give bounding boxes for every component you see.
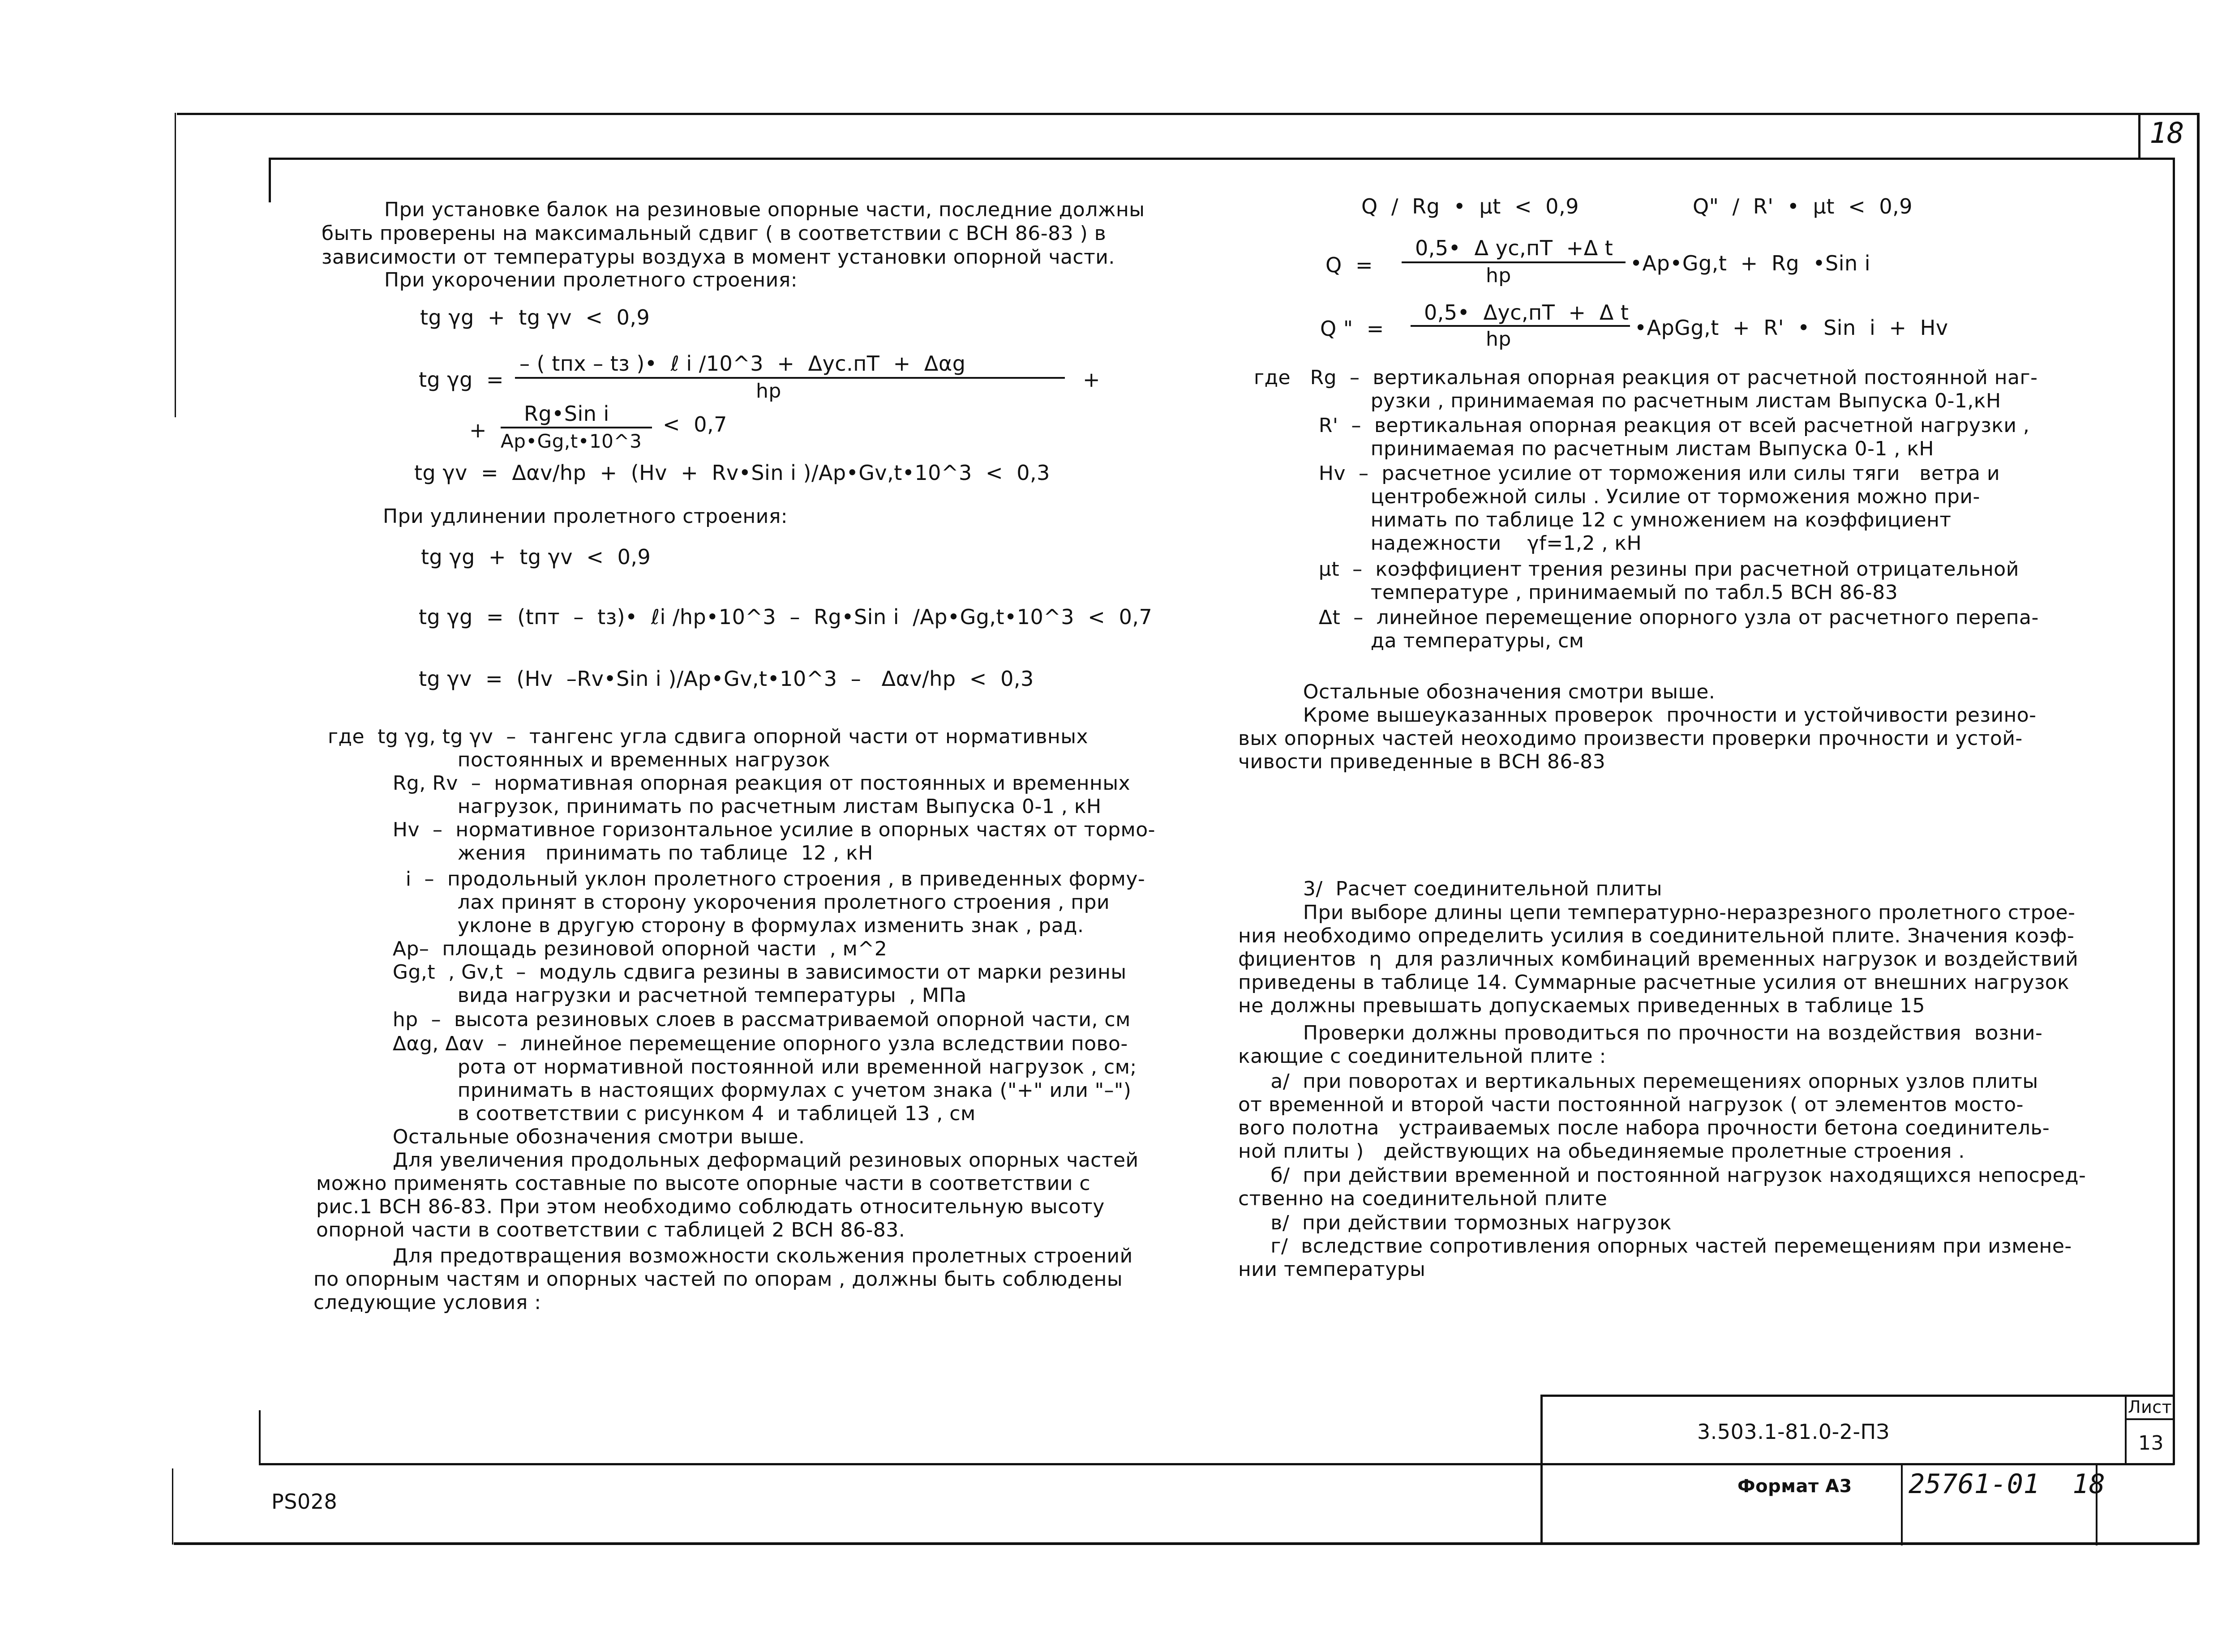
def-line: Gg,t , Gv,t – модуль сдвига резины в зависимости от марки резины <box>328 961 1127 984</box>
intro-line: быть проверены на максимальный сдвиг ( в соответствии с ВСН 86-83 ) в <box>322 222 1107 245</box>
def-line: следующие условия : <box>313 1291 541 1314</box>
fraction-bar <box>501 427 652 428</box>
def-line: R' – вертикальная опорная реакция от всей расчетной нагрузки , <box>1254 414 2030 437</box>
def-line: i – продольный уклон пролетного строения , в приведенных форму- <box>328 868 1145 890</box>
section-line: ственно на соединительной плите <box>1238 1187 1608 1210</box>
section-heading: 3/ Расчет соединительной плиты <box>1238 877 1662 900</box>
section-line: фициентов η для различных комбинаций временных нагрузок и воздействий <box>1238 948 2079 971</box>
def-line: Rg, Rv – нормативная опорная реакция от постоянных и временных <box>328 772 1131 795</box>
section-line: ной плиты ) действующих на обьединяемые пролетные строения . <box>1238 1140 1965 1163</box>
section-line: в/ при действии тормозных нагрузок <box>1238 1211 1672 1234</box>
leading-plus: + <box>469 418 487 442</box>
section-line: б/ при действии временной и постоянной нагрузок находящихся непосред- <box>1238 1164 2086 1187</box>
fraction-bar <box>1402 261 1626 263</box>
formula-lhs: tg γg = <box>419 368 504 392</box>
def-line: принимаемая по расчетным листам Выпуска 0-1 , кН <box>1254 437 1934 460</box>
section-line: а/ при поворотах и вертикальных перемещениях опорных узлов плиты <box>1238 1070 2038 1093</box>
section-line: ния необходимо определить усилия в соединительной плите. Значения коэф- <box>1238 924 2075 947</box>
intro-line: При укорочении пролетного строения: <box>384 269 798 291</box>
def-line: по опорным частям и опорных частей по опорам , должны быть соблюдены <box>313 1268 1123 1291</box>
formula-tg-gamma-g-lengthening: tg γg = (tпт – tз)• ℓi /hp•10^3 – Rg•Sin i /Ap•Gg,t•10^3 < 0,7 <box>419 605 1153 629</box>
condition-q: Q / Rg • μt < 0,9 <box>1361 194 1579 218</box>
condition-q-double: Q" / R' • μt < 0,9 <box>1693 194 1913 218</box>
drawing-designation: 3.503.1-81.0-2-ПЗ <box>1697 1420 1890 1444</box>
def-line: можно применять составные по высоте опорные части в соответствии с <box>316 1172 1091 1195</box>
archive-number: 25761-01 18 <box>1909 1468 2106 1500</box>
def-line: Δαg, Δαv – линейное перемещение опорного узла вследствии пово- <box>328 1032 1128 1055</box>
formula-tail: •ApGg,t + R' • Sin i + Hv <box>1634 316 1948 340</box>
intro-line: При установке балок на резиновые опорные части, последние должны <box>384 198 1145 221</box>
def-line: hp – высота резиновых слоев в рассматриваемой опорной части, см <box>328 1008 1131 1031</box>
formula-lhs: Q = <box>1325 253 1373 277</box>
sheet-code: PS028 <box>271 1489 338 1514</box>
formula-tg-gamma-v-lengthening: tg γv = (Hv –Rv•Sin i )/Ap•Gv,t•10^3 – Δαv/hp < 0,3 <box>419 667 1034 691</box>
section-line: При выборе длины цепи температурно-неразрезного пролетного строе- <box>1238 901 2076 924</box>
def-line: Hv – нормативное горизонтальное усилие в опорных частях от тормо- <box>328 818 1156 841</box>
def-line: лах принят в сторону укорочения пролетного строения , при <box>328 891 1110 914</box>
para-line: вых опорных частей неоходимо произвести проверки прочности и устой- <box>1238 727 2023 750</box>
def-line: где Rg – вертикальная опорная реакция от расчетной постоянной наг- <box>1254 366 2038 389</box>
def-line: постоянных и временных нагрузок <box>328 749 831 771</box>
def-line: принимать в настоящих формулах с учетом знака ("+" или "–") <box>328 1079 1132 1102</box>
section-line: вого полотна устраиваемых после набора прочности бетона соединитель- <box>1238 1117 2050 1139</box>
section-line: от временной и второй части постоянной нагрузок ( от элементов мосто- <box>1238 1093 2024 1116</box>
fraction-numerator: 0,5• Δ ус,пТ +Δ t <box>1415 236 1613 260</box>
intro-line: зависимости от температуры воздуха в момент установки опорной части. <box>322 246 1115 269</box>
fraction-bar <box>1411 325 1630 327</box>
section-line: не должны превышать допускаемых приведенных в таблице 15 <box>1238 994 1925 1017</box>
def-line: Для увеличения продольных деформаций резиновых опорных частей <box>328 1149 1139 1172</box>
continuation-plus: + <box>1083 368 1101 392</box>
def-line: уклоне в другую сторону в формулах изменить знак , рад. <box>328 914 1084 937</box>
def-line: рузки , принимаемая по расчетным листам Выпуска 0-1,кН <box>1254 389 2001 412</box>
formula-condition-shortening: tg γg + tg γv < 0,9 <box>420 305 650 330</box>
def-line: Для предотвращения возможности скольжения пролетных строений <box>328 1245 1133 1267</box>
def-line: центробежной силы . Усилие от торможения можно при- <box>1254 485 1980 508</box>
formula-tail: •Ap•Gg,t + Rg •Sin i <box>1630 251 1871 275</box>
def-line: Остальные обозначения смотри выше. <box>328 1126 805 1148</box>
fraction-numerator: 0,5• Δус,пТ + Δ t <box>1424 300 1629 325</box>
def-line: опорной части в соответствии с таблицей 2 ВСН 86-83. <box>316 1219 905 1241</box>
def-line: температуре , принимаемый по табл.5 ВСН 86-83 <box>1254 581 1898 604</box>
def-line: Hv – расчетное усилие от торможения или силы тяги ветра и <box>1254 462 2000 485</box>
sheet-number: 13 <box>2138 1432 2164 1455</box>
formula-lhs: Q " = <box>1320 317 1384 341</box>
formula-condition-lengthening: tg γg + tg γv < 0,9 <box>421 545 651 569</box>
para-line: чивости приведенные в ВСН 86-83 <box>1238 750 1606 773</box>
def-line: где tg γg, tg γv – тангенс угла сдвига опорной части от нормативных <box>328 725 1088 748</box>
sheet-label: Лист <box>2128 1397 2172 1417</box>
formula-tg-gamma-v-shortening: tg γv = Δαv/hp + (Hv + Rv•Sin i )/Ap•Gv,t•10^3 < 0,3 <box>414 461 1050 485</box>
fraction-denominator: hp <box>756 380 781 402</box>
def-line: жения принимать по таблице 12 , кН <box>328 842 873 865</box>
def-line: да температуры, см <box>1254 629 1584 652</box>
lengthening-heading: При удлинении пролетного строения: <box>383 505 788 528</box>
fraction-bar <box>515 377 1065 379</box>
def-line: нагрузок, принимать по расчетным листам Выпуска 0-1 , кН <box>328 795 1102 818</box>
fraction-denominator: hp <box>1486 264 1511 287</box>
def-line: рис.1 ВСН 86-83. При этом необходимо соблюдать относительную высоту <box>316 1195 1105 1218</box>
section-line: приведены в таблице 14. Суммарные расчетные усилия от внешних нагрузок <box>1238 971 2070 994</box>
fraction-denominator: Ap•Gg,t•10^3 <box>501 430 642 452</box>
fraction-numerator: Rg•Sin i <box>524 402 609 426</box>
para-line: Кроме вышеуказанных проверок прочности и устойчивости резино- <box>1238 704 2037 727</box>
def-line: надежности γf=1,2 , кН <box>1254 532 1642 555</box>
section-line: Проверки должны проводиться по прочности на воздействия возни- <box>1238 1022 2043 1044</box>
def-line: нимать по таблице 12 с умножением на коэффициент <box>1254 509 1952 531</box>
def-line: рота от нормативной постоянной или временной нагрузок , см; <box>328 1056 1137 1079</box>
fraction-numerator: – ( tпх – tз )• ℓ i /10^3 + Δус.пТ + Δαg <box>519 351 966 376</box>
def-line: Δt – линейное перемещение опорного узла от расчетного перепа- <box>1254 606 2039 629</box>
def-line: μt – коэффициент трения резины при расчетной отрицательной <box>1254 558 2019 581</box>
def-line: в соответствии с рисунком 4 и таблицей 13 , см <box>328 1102 976 1125</box>
section-line: нии температуры <box>1238 1258 1426 1281</box>
inequality-tail: < 0,7 <box>663 412 727 437</box>
para-line: Остальные обозначения смотри выше. <box>1238 680 1716 703</box>
def-line: Ap– площадь резиновой опорной части , м^2 <box>328 937 888 960</box>
section-line: г/ вследствие сопротивления опорных частей перемещениям при измене- <box>1238 1235 2072 1258</box>
corner-number: 18 <box>2149 117 2185 150</box>
section-line: кающие с соединительной плите : <box>1238 1045 1606 1068</box>
def-line: вида нагрузки и расчетной температуры , МПа <box>328 984 967 1007</box>
format-label: Формат А3 <box>1737 1476 1852 1497</box>
fraction-denominator: hp <box>1486 328 1511 351</box>
